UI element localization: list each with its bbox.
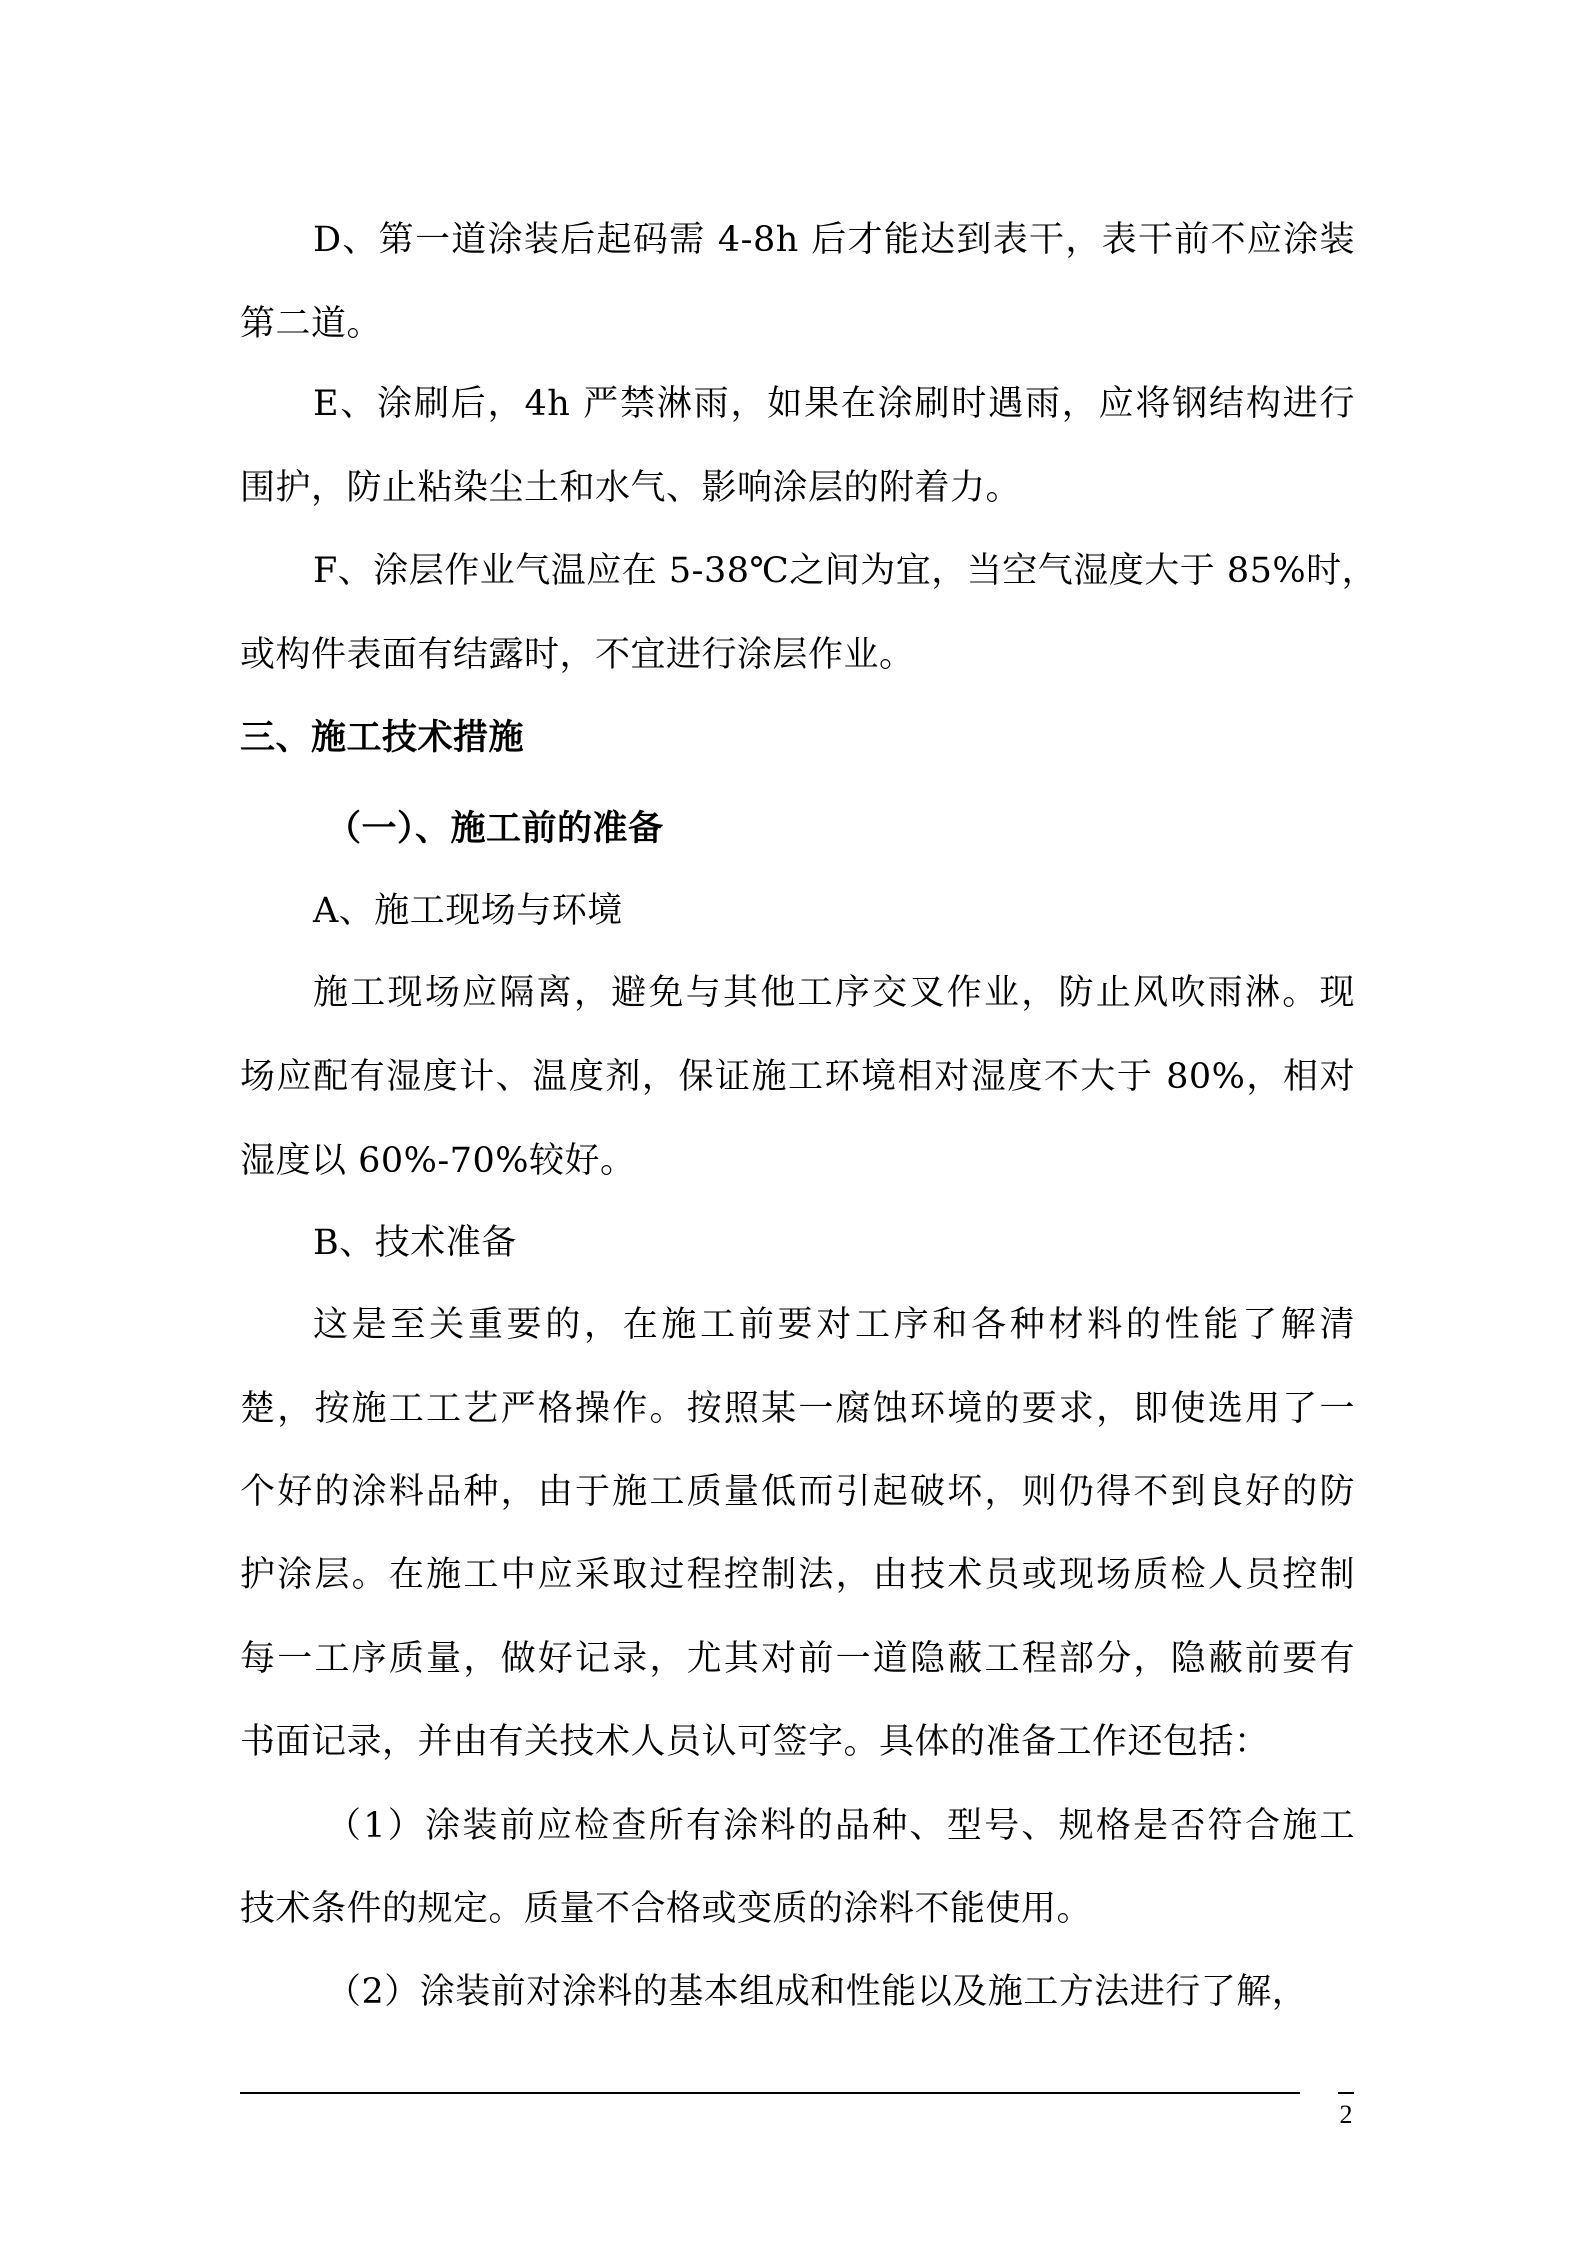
paragraph-f-line-1: F、涂层作业气温应在 5-38℃之间为宜，当空气湿度大于 85%时， [313,551,1378,591]
paragraph-b-line-2: 楚，按施工工艺严格操作。按照某一腐蚀环境的要求，即使选用了一 [240,1389,1355,1429]
paragraph-e-line-2: 围护，防止粘染尘土和水气、影响涂层的附着力。 [240,468,1022,508]
paragraph-d-line-1: D、第一道涂装后起码需 4-8h 后才能达到表干，表干前不应涂装 [313,220,1355,260]
list-item-1-line-2: 技术条件的规定。质量不合格或变质的涂料不能使用。 [240,1889,1093,1929]
paragraph-b-line-4: 护涂层。在施工中应采取过程控制法，由技术员或现场质检人员控制 [240,1555,1355,1595]
page-number-bar [1338,2092,1354,2094]
paragraph-a-line-3: 湿度以 60%-70%较好。 [240,1141,636,1181]
paragraph-d-line-2: 第二道。 [240,304,383,344]
paragraph-a-line-2: 场应配有湿度计、温度剂，保证施工环境相对湿度不大于 80%，相对 [240,1057,1355,1097]
paragraph-b-line-3: 个好的涂料品种，由于施工质量低而引起破坏，则仍得不到良好的防 [240,1472,1355,1512]
paragraph-b-line-6: 书面记录，并由有关技术人员认可签字。具体的准备工作还包括： [240,1722,1270,1762]
paragraph-b-line-1: 这是至关重要的，在施工前要对工序和各种材料的性能了解清 [313,1305,1355,1345]
paragraph-b-title: B、技术准备 [313,1223,517,1263]
footer-rule [240,2092,1300,2094]
page-number: 2 [1339,2100,1353,2129]
paragraph-e-line-1: E、涂刷后，4h 严禁淋雨，如果在涂刷时遇雨，应将钢结构进行 [313,384,1355,424]
subsection-heading: （一）、施工前的准备 [326,808,664,849]
section-heading: 三、施工技术措施 [240,717,525,758]
paragraph-b-line-5: 每一工序质量，做好记录，尤其对前一道隐蔽工程部分，隐蔽前要有 [240,1639,1355,1679]
list-item-2-line-1: （2）涂装前对涂料的基本组成和性能以及施工方法进行了解， [326,1972,1308,2012]
paragraph-f-line-2: 或构件表面有结露时，不宜进行涂层作业。 [240,635,915,675]
paragraph-a-title: A、施工现场与环境 [313,891,623,931]
list-item-1-line-1: （1）涂装前应检查所有涂料的品种、型号、规格是否符合施工 [326,1806,1355,1846]
paragraph-a-line-1: 施工现场应隔离，避免与其他工序交叉作业，防止风吹雨淋。现 [313,973,1355,1013]
